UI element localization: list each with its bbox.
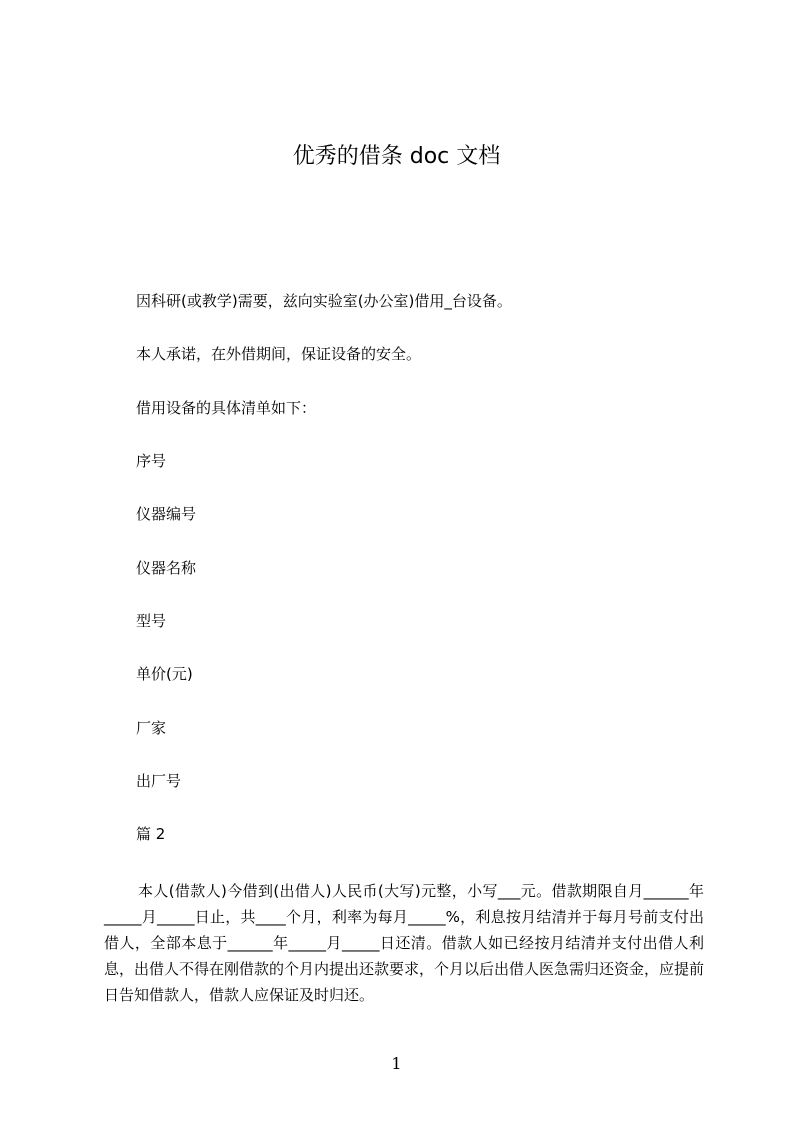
loan-terms-paragraph: 本人(借款人)今借到(出借人)人民币(大写)元整，小写___元。借款期限自月______年_____月_____日止，共____个月，利率为每月_____%，利息按月结清并于每月号前支付出借人，全部本息于______年_____月_____日还清。借款人如已经按月结清并支付出借人利息，出借人不得在刚借款的个月内提出还款要求，个月以后出借人医急需归还资金，应提前日告知借款人，借款人应保证及时归还。 [104,882,705,1004]
list-item-serial: 序号 [136,452,167,470]
document-title: 优秀的借条 doc 文档 [292,144,501,169]
section-label: 篇 2 [136,825,166,843]
list-item-instrument-name: 仪器名称 [136,559,197,577]
page-number: 1 [391,1054,402,1073]
list-item-instrument-id: 仪器编号 [136,505,197,523]
list-item-unit-price: 单价(元) [136,665,193,683]
paragraph-list-intro: 借用设备的具体清单如下： [136,399,317,417]
paragraph-purpose: 因科研(或教学)需要，兹向实验室(办公室)借用_台设备。 [136,292,512,310]
list-item-factory-number: 出厂号 [136,772,182,790]
list-item-model: 型号 [136,612,167,630]
paragraph-promise: 本人承诺，在外借期间，保证设备的安全。 [136,345,422,363]
list-item-manufacturer: 厂家 [136,719,167,737]
